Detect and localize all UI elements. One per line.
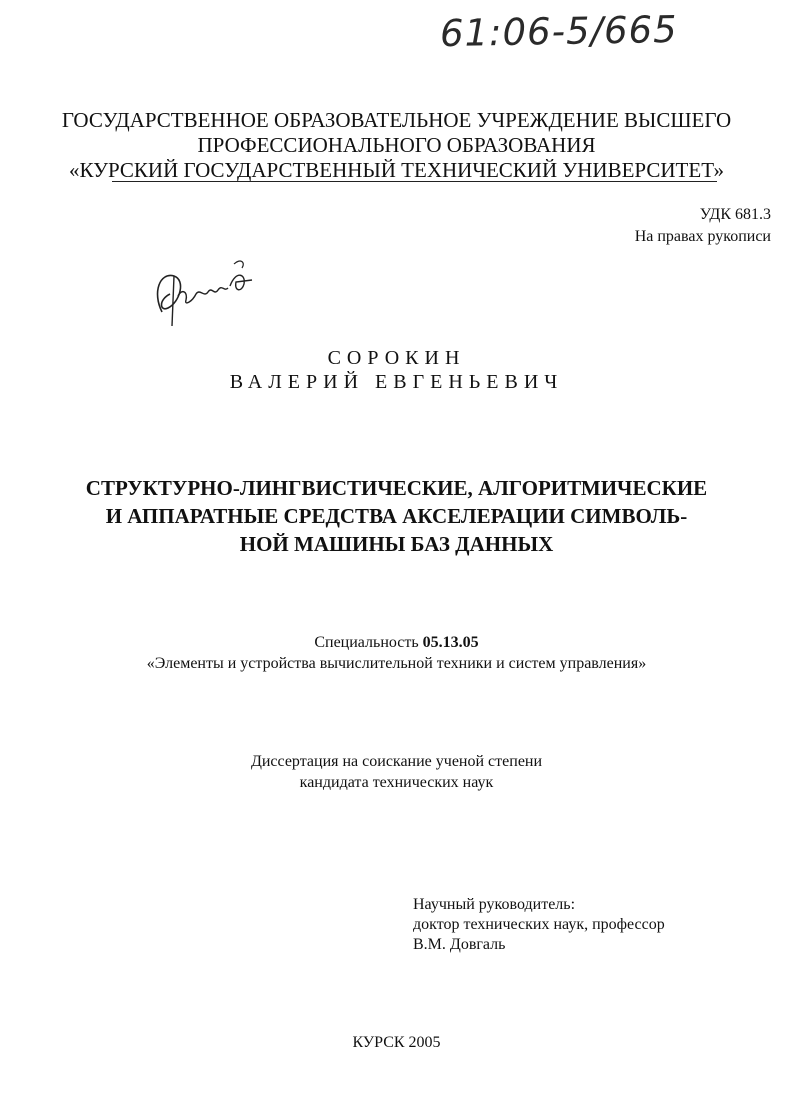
institution-line-3: «КУРСКИЙ ГОСУДАРСТВЕННЫЙ ТЕХНИЧЕСКИЙ УНИВЕРСИТЕТ»: [69, 158, 724, 182]
institution-line-1: ГОСУДАРСТВЕННОЕ ОБРАЗОВАТЕЛЬНОЕ УЧРЕЖДЕНИЕ ВЫСШЕГО: [61, 108, 732, 132]
author-name: ВАЛЕРИЙ ЕВГЕНЬЕВИЧ: [229, 371, 564, 393]
author-signature: [150, 252, 270, 332]
udk-code: УДК 681.3: [699, 206, 771, 223]
dissertation-title: [0, 474, 793, 558]
header-divider: [112, 181, 717, 182]
title-line-1: СТРУКТУРНО-ЛИНГВИСТИЧЕСКИЕ, АЛГОРИТМИЧЕСКИЕ: [85, 476, 708, 500]
degree-block: [0, 751, 793, 793]
supervisor-label: Научный руководитель:: [413, 896, 576, 913]
institution-line-2: ПРОФЕССИОНАЛЬНОГО ОБРАЗОВАНИЯ: [197, 133, 596, 157]
specialty-line: [0, 632, 793, 653]
supervisor-degree: доктор технических наук, профессор: [413, 916, 665, 933]
specialty-name: «Элементы и устройства вычислительной техники и систем управления»: [146, 655, 647, 672]
title-line-2: И АППАРАТНЫЕ СРЕДСТВА АКСЕЛЕРАЦИИ СИМВОЛЬ-: [105, 504, 688, 528]
author-block: [0, 346, 793, 394]
title-line-3: НОЙ МАШИНЫ БАЗ ДАННЫХ: [239, 532, 554, 556]
supervisor-block: [413, 895, 665, 955]
degree-line-1: Диссертация на соискание ученой степени: [250, 753, 543, 770]
supervisor-name: В.М. Довгаль: [413, 936, 506, 953]
manuscript-rights: На правах рукописи: [634, 228, 771, 245]
specialty-label: Специальность: [314, 634, 419, 651]
udk-block: [635, 204, 771, 248]
specialty-block: [0, 632, 793, 674]
archive-number-handwritten: 61:06-5/665: [439, 7, 678, 56]
degree-line-2: кандидата технических наук: [299, 774, 494, 791]
city-year: КУРСК 2005: [352, 1034, 441, 1051]
specialty-code: 05.13.05: [422, 634, 479, 651]
institution-header: [0, 108, 793, 183]
author-surname: СОРОКИН: [327, 347, 466, 369]
